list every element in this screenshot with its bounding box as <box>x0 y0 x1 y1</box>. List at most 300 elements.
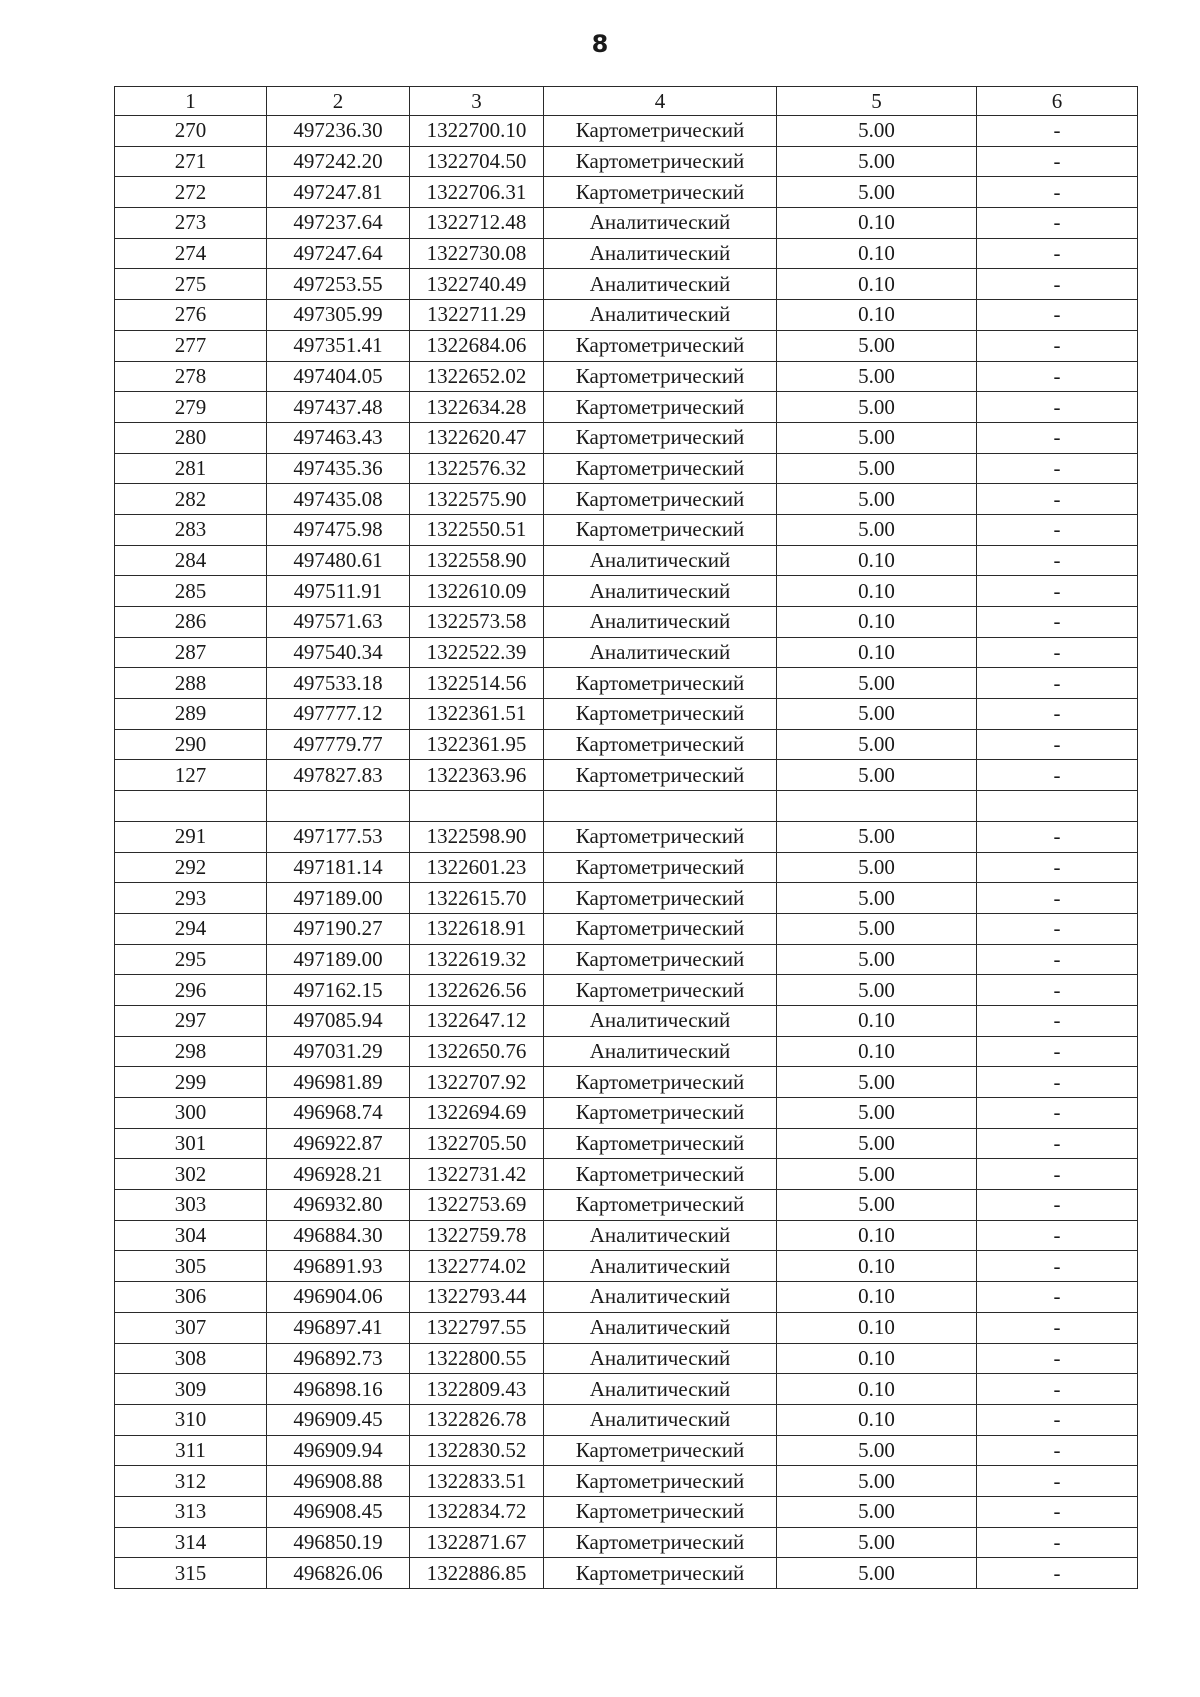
method-cell: Аналитический <box>544 1343 777 1374</box>
x-coordinate-cell: 496898.16 <box>267 1374 410 1405</box>
accuracy-cell: 5.00 <box>777 1098 977 1129</box>
note-cell: - <box>977 1098 1138 1129</box>
table-row <box>115 1404 1138 1435</box>
x-coordinate-cell: 497404.05 <box>267 361 410 392</box>
accuracy-cell: 5.00 <box>777 1496 977 1527</box>
point-number-cell: 283 <box>115 514 267 545</box>
method-cell: Картометрический <box>544 116 777 147</box>
x-coordinate-cell: 497236.30 <box>267 116 410 147</box>
note-cell: - <box>977 637 1138 668</box>
x-coordinate-cell: 496909.94 <box>267 1435 410 1466</box>
accuracy-cell: 5.00 <box>777 453 977 484</box>
accuracy-cell: 5.00 <box>777 361 977 392</box>
note-cell: - <box>977 300 1138 331</box>
note-cell: - <box>977 208 1138 239</box>
x-coordinate-cell: 496922.87 <box>267 1128 410 1159</box>
table-row <box>115 699 1138 730</box>
point-number-cell: 279 <box>115 392 267 423</box>
accuracy-cell: 5.00 <box>777 422 977 453</box>
method-cell: Аналитический <box>544 1005 777 1036</box>
x-coordinate-cell: 497463.43 <box>267 422 410 453</box>
x-coordinate-cell: 497435.36 <box>267 453 410 484</box>
point-number-cell: 282 <box>115 484 267 515</box>
column-header: 6 <box>977 87 1138 116</box>
y-coordinate-cell: 1322706.31 <box>410 177 544 208</box>
method-cell: Аналитический <box>544 1036 777 1067</box>
y-coordinate-cell: 1322759.78 <box>410 1220 544 1251</box>
y-coordinate-cell: 1322834.72 <box>410 1496 544 1527</box>
note-cell: - <box>977 1558 1138 1589</box>
y-coordinate-cell: 1322647.12 <box>410 1005 544 1036</box>
x-coordinate-cell: 496968.74 <box>267 1098 410 1129</box>
table-row <box>115 1190 1138 1221</box>
accuracy-cell: 0.10 <box>777 637 977 668</box>
x-coordinate-cell: 496850.19 <box>267 1527 410 1558</box>
note-cell: - <box>977 699 1138 730</box>
note-cell: - <box>977 1374 1138 1405</box>
table-row <box>115 1343 1138 1374</box>
accuracy-cell: 0.10 <box>777 1251 977 1282</box>
table-row <box>115 392 1138 423</box>
x-coordinate-cell: 496909.45 <box>267 1404 410 1435</box>
column-header: 3 <box>410 87 544 116</box>
x-coordinate-cell: 497162.15 <box>267 975 410 1006</box>
accuracy-cell: 0.10 <box>777 238 977 269</box>
y-coordinate-cell <box>410 791 544 822</box>
table-row <box>115 729 1138 760</box>
accuracy-cell: 5.00 <box>777 177 977 208</box>
point-number-cell: 309 <box>115 1374 267 1405</box>
table-row <box>115 668 1138 699</box>
point-number-cell: 271 <box>115 146 267 177</box>
point-number-cell: 287 <box>115 637 267 668</box>
y-coordinate-cell: 1322740.49 <box>410 269 544 300</box>
accuracy-cell: 5.00 <box>777 484 977 515</box>
y-coordinate-cell: 1322615.70 <box>410 883 544 914</box>
note-cell: - <box>977 975 1138 1006</box>
note-cell: - <box>977 1005 1138 1036</box>
accuracy-cell: 5.00 <box>777 146 977 177</box>
accuracy-cell: 5.00 <box>777 1435 977 1466</box>
y-coordinate-cell: 1322731.42 <box>410 1159 544 1190</box>
note-cell: - <box>977 668 1138 699</box>
accuracy-cell: 0.10 <box>777 576 977 607</box>
table-row <box>115 1067 1138 1098</box>
table-row <box>115 607 1138 638</box>
x-coordinate-cell: 497777.12 <box>267 699 410 730</box>
y-coordinate-cell: 1322550.51 <box>410 514 544 545</box>
x-coordinate-cell <box>267 791 410 822</box>
method-cell: Аналитический <box>544 1404 777 1435</box>
method-cell: Картометрический <box>544 146 777 177</box>
accuracy-cell: 0.10 <box>777 269 977 300</box>
x-coordinate-cell: 497177.53 <box>267 821 410 852</box>
method-cell <box>544 791 777 822</box>
accuracy-cell: 0.10 <box>777 1282 977 1313</box>
method-cell: Аналитический <box>544 208 777 239</box>
method-cell: Картометрический <box>544 883 777 914</box>
point-number-cell: 300 <box>115 1098 267 1129</box>
note-cell: - <box>977 1312 1138 1343</box>
y-coordinate-cell: 1322730.08 <box>410 238 544 269</box>
y-coordinate-cell: 1322712.48 <box>410 208 544 239</box>
point-number-cell: 304 <box>115 1220 267 1251</box>
method-cell: Картометрический <box>544 1435 777 1466</box>
note-cell: - <box>977 883 1138 914</box>
x-coordinate-cell: 497827.83 <box>267 760 410 791</box>
accuracy-cell: 0.10 <box>777 1005 977 1036</box>
point-number-cell: 306 <box>115 1282 267 1313</box>
x-coordinate-cell: 497435.08 <box>267 484 410 515</box>
y-coordinate-cell: 1322575.90 <box>410 484 544 515</box>
x-coordinate-cell: 497189.00 <box>267 944 410 975</box>
point-number-cell: 307 <box>115 1312 267 1343</box>
point-number-cell: 311 <box>115 1435 267 1466</box>
accuracy-cell: 0.10 <box>777 1220 977 1251</box>
note-cell <box>977 791 1138 822</box>
y-coordinate-cell: 1322830.52 <box>410 1435 544 1466</box>
accuracy-cell: 0.10 <box>777 545 977 576</box>
x-coordinate-cell: 496884.30 <box>267 1220 410 1251</box>
point-number-cell: 272 <box>115 177 267 208</box>
x-coordinate-cell: 496932.80 <box>267 1190 410 1221</box>
note-cell: - <box>977 1282 1138 1313</box>
method-cell: Картометрический <box>544 1098 777 1129</box>
x-coordinate-cell: 497085.94 <box>267 1005 410 1036</box>
method-cell: Аналитический <box>544 576 777 607</box>
table-row <box>115 576 1138 607</box>
table-row <box>115 1435 1138 1466</box>
note-cell: - <box>977 1190 1138 1221</box>
point-number-cell: 293 <box>115 883 267 914</box>
table-row <box>115 637 1138 668</box>
method-cell: Аналитический <box>544 269 777 300</box>
table-row <box>115 1466 1138 1497</box>
point-number-cell: 314 <box>115 1527 267 1558</box>
point-number-cell: 278 <box>115 361 267 392</box>
note-cell: - <box>977 330 1138 361</box>
method-cell: Аналитический <box>544 1282 777 1313</box>
accuracy-cell: 5.00 <box>777 913 977 944</box>
table-row <box>115 177 1138 208</box>
table-row <box>115 1036 1138 1067</box>
note-cell: - <box>977 1159 1138 1190</box>
accuracy-cell: 0.10 <box>777 208 977 239</box>
y-coordinate-cell: 1322363.96 <box>410 760 544 791</box>
method-cell: Картометрический <box>544 422 777 453</box>
point-number-cell: 270 <box>115 116 267 147</box>
note-cell: - <box>977 269 1138 300</box>
note-cell: - <box>977 944 1138 975</box>
column-header: 2 <box>267 87 410 116</box>
note-cell: - <box>977 1036 1138 1067</box>
point-number-cell: 276 <box>115 300 267 331</box>
y-coordinate-cell: 1322650.76 <box>410 1036 544 1067</box>
note-cell: - <box>977 422 1138 453</box>
x-coordinate-cell: 497305.99 <box>267 300 410 331</box>
note-cell: - <box>977 177 1138 208</box>
table-row <box>115 821 1138 852</box>
note-cell: - <box>977 821 1138 852</box>
y-coordinate-cell: 1322558.90 <box>410 545 544 576</box>
table-body <box>115 116 1138 1589</box>
x-coordinate-cell: 497181.14 <box>267 852 410 883</box>
table-row <box>115 361 1138 392</box>
y-coordinate-cell: 1322833.51 <box>410 1466 544 1497</box>
method-cell: Картометрический <box>544 1496 777 1527</box>
method-cell: Картометрический <box>544 699 777 730</box>
x-coordinate-cell: 497437.48 <box>267 392 410 423</box>
note-cell: - <box>977 453 1138 484</box>
y-coordinate-cell: 1322626.56 <box>410 975 544 1006</box>
x-coordinate-cell: 496928.21 <box>267 1159 410 1190</box>
accuracy-cell: 0.10 <box>777 1404 977 1435</box>
y-coordinate-cell: 1322793.44 <box>410 1282 544 1313</box>
table-row <box>115 1312 1138 1343</box>
table-row <box>115 146 1138 177</box>
method-cell: Картометрический <box>544 913 777 944</box>
accuracy-cell: 0.10 <box>777 1374 977 1405</box>
method-cell: Аналитический <box>544 1312 777 1343</box>
x-coordinate-cell: 497475.98 <box>267 514 410 545</box>
point-number-cell: 280 <box>115 422 267 453</box>
y-coordinate-cell: 1322522.39 <box>410 637 544 668</box>
note-cell: - <box>977 514 1138 545</box>
x-coordinate-cell: 497511.91 <box>267 576 410 607</box>
method-cell: Картометрический <box>544 1190 777 1221</box>
method-cell: Аналитический <box>544 238 777 269</box>
table-row <box>115 514 1138 545</box>
method-cell: Картометрический <box>544 1466 777 1497</box>
accuracy-cell: 5.00 <box>777 821 977 852</box>
method-cell: Аналитический <box>544 637 777 668</box>
point-number-cell: 298 <box>115 1036 267 1067</box>
note-cell: - <box>977 116 1138 147</box>
x-coordinate-cell: 496826.06 <box>267 1558 410 1589</box>
y-coordinate-cell: 1322601.23 <box>410 852 544 883</box>
point-number-cell: 289 <box>115 699 267 730</box>
x-coordinate-cell: 497242.20 <box>267 146 410 177</box>
table-row <box>115 1220 1138 1251</box>
point-number-cell: 301 <box>115 1128 267 1159</box>
y-coordinate-cell: 1322361.95 <box>410 729 544 760</box>
y-coordinate-cell: 1322800.55 <box>410 1343 544 1374</box>
accuracy-cell: 5.00 <box>777 330 977 361</box>
note-cell: - <box>977 1496 1138 1527</box>
x-coordinate-cell: 497571.63 <box>267 607 410 638</box>
method-cell: Аналитический <box>544 1251 777 1282</box>
accuracy-cell: 5.00 <box>777 668 977 699</box>
y-coordinate-cell: 1322610.09 <box>410 576 544 607</box>
point-number-cell: 305 <box>115 1251 267 1282</box>
x-coordinate-cell: 496904.06 <box>267 1282 410 1313</box>
table-row <box>115 1374 1138 1405</box>
method-cell: Картометрический <box>544 484 777 515</box>
table-row <box>115 1496 1138 1527</box>
method-cell: Аналитический <box>544 1374 777 1405</box>
y-coordinate-cell: 1322826.78 <box>410 1404 544 1435</box>
accuracy-cell: 5.00 <box>777 1527 977 1558</box>
x-coordinate-cell: 496897.41 <box>267 1312 410 1343</box>
y-coordinate-cell: 1322705.50 <box>410 1128 544 1159</box>
x-coordinate-cell: 497253.55 <box>267 269 410 300</box>
table-row <box>115 975 1138 1006</box>
y-coordinate-cell: 1322886.85 <box>410 1558 544 1589</box>
note-cell: - <box>977 1343 1138 1374</box>
point-number-cell: 288 <box>115 668 267 699</box>
x-coordinate-cell: 497237.64 <box>267 208 410 239</box>
x-coordinate-cell: 497351.41 <box>267 330 410 361</box>
y-coordinate-cell: 1322707.92 <box>410 1067 544 1098</box>
method-cell: Картометрический <box>544 1128 777 1159</box>
point-number-cell <box>115 791 267 822</box>
accuracy-cell: 5.00 <box>777 1190 977 1221</box>
table-row <box>115 208 1138 239</box>
note-cell: - <box>977 576 1138 607</box>
point-number-cell: 310 <box>115 1404 267 1435</box>
point-number-cell: 313 <box>115 1496 267 1527</box>
table-row <box>115 1558 1138 1589</box>
table-row <box>115 1251 1138 1282</box>
note-cell: - <box>977 852 1138 883</box>
y-coordinate-cell: 1322361.51 <box>410 699 544 730</box>
note-cell: - <box>977 545 1138 576</box>
point-number-cell: 303 <box>115 1190 267 1221</box>
point-number-cell: 274 <box>115 238 267 269</box>
y-coordinate-cell: 1322618.91 <box>410 913 544 944</box>
method-cell: Картометрический <box>544 852 777 883</box>
table-row <box>115 453 1138 484</box>
y-coordinate-cell: 1322700.10 <box>410 116 544 147</box>
y-coordinate-cell: 1322620.47 <box>410 422 544 453</box>
table-row <box>115 1128 1138 1159</box>
note-cell: - <box>977 146 1138 177</box>
method-cell: Аналитический <box>544 1220 777 1251</box>
x-coordinate-cell: 497247.81 <box>267 177 410 208</box>
accuracy-cell: 0.10 <box>777 1312 977 1343</box>
accuracy-cell: 5.00 <box>777 116 977 147</box>
table-row <box>115 944 1138 975</box>
note-cell: - <box>977 1466 1138 1497</box>
method-cell: Картометрический <box>544 1067 777 1098</box>
point-number-cell: 290 <box>115 729 267 760</box>
point-number-cell: 281 <box>115 453 267 484</box>
accuracy-cell: 5.00 <box>777 852 977 883</box>
method-cell: Картометрический <box>544 1527 777 1558</box>
accuracy-cell: 5.00 <box>777 1128 977 1159</box>
x-coordinate-cell: 497540.34 <box>267 637 410 668</box>
y-coordinate-cell: 1322704.50 <box>410 146 544 177</box>
method-cell: Картометрический <box>544 1159 777 1190</box>
accuracy-cell: 0.10 <box>777 1036 977 1067</box>
method-cell: Картометрический <box>544 361 777 392</box>
note-cell: - <box>977 729 1138 760</box>
column-header: 5 <box>777 87 977 116</box>
accuracy-cell: 5.00 <box>777 975 977 1006</box>
accuracy-cell: 5.00 <box>777 944 977 975</box>
table-row <box>115 330 1138 361</box>
x-coordinate-cell: 496908.45 <box>267 1496 410 1527</box>
y-coordinate-cell: 1322573.58 <box>410 607 544 638</box>
note-cell: - <box>977 1527 1138 1558</box>
method-cell: Картометрический <box>544 821 777 852</box>
table-row <box>115 852 1138 883</box>
y-coordinate-cell: 1322514.56 <box>410 668 544 699</box>
method-cell: Картометрический <box>544 760 777 791</box>
accuracy-cell: 5.00 <box>777 1558 977 1589</box>
method-cell: Картометрический <box>544 453 777 484</box>
table-row <box>115 1098 1138 1129</box>
note-cell: - <box>977 1435 1138 1466</box>
x-coordinate-cell: 497190.27 <box>267 913 410 944</box>
point-number-cell: 294 <box>115 913 267 944</box>
point-number-cell: 285 <box>115 576 267 607</box>
method-cell: Картометрический <box>544 729 777 760</box>
note-cell: - <box>977 1404 1138 1435</box>
y-coordinate-cell: 1322809.43 <box>410 1374 544 1405</box>
note-cell: - <box>977 607 1138 638</box>
x-coordinate-cell: 497189.00 <box>267 883 410 914</box>
accuracy-cell: 5.00 <box>777 699 977 730</box>
note-cell: - <box>977 1067 1138 1098</box>
accuracy-cell: 0.10 <box>777 1343 977 1374</box>
method-cell: Картометрический <box>544 392 777 423</box>
y-coordinate-cell: 1322652.02 <box>410 361 544 392</box>
note-cell: - <box>977 484 1138 515</box>
table-row <box>115 1159 1138 1190</box>
point-number-cell: 302 <box>115 1159 267 1190</box>
accuracy-cell: 5.00 <box>777 729 977 760</box>
note-cell: - <box>977 1251 1138 1282</box>
point-number-cell: 315 <box>115 1558 267 1589</box>
note-cell: - <box>977 361 1138 392</box>
x-coordinate-cell: 497480.61 <box>267 545 410 576</box>
table-row <box>115 913 1138 944</box>
x-coordinate-cell: 496891.93 <box>267 1251 410 1282</box>
y-coordinate-cell: 1322871.67 <box>410 1527 544 1558</box>
method-cell: Картометрический <box>544 1558 777 1589</box>
y-coordinate-cell: 1322711.29 <box>410 300 544 331</box>
y-coordinate-cell: 1322598.90 <box>410 821 544 852</box>
header-row <box>115 87 1138 116</box>
point-number-cell: 275 <box>115 269 267 300</box>
point-number-cell: 297 <box>115 1005 267 1036</box>
point-number-cell: 308 <box>115 1343 267 1374</box>
table-row <box>115 422 1138 453</box>
method-cell: Картометрический <box>544 975 777 1006</box>
accuracy-cell: 5.00 <box>777 514 977 545</box>
table-row <box>115 300 1138 331</box>
method-cell: Картометрический <box>544 944 777 975</box>
accuracy-cell: 5.00 <box>777 1067 977 1098</box>
x-coordinate-cell: 497031.29 <box>267 1036 410 1067</box>
table-row <box>115 238 1138 269</box>
x-coordinate-cell: 497779.77 <box>267 729 410 760</box>
accuracy-cell: 0.10 <box>777 300 977 331</box>
x-coordinate-cell: 496981.89 <box>267 1067 410 1098</box>
table-row <box>115 1005 1138 1036</box>
method-cell: Картометрический <box>544 668 777 699</box>
y-coordinate-cell: 1322576.32 <box>410 453 544 484</box>
note-cell: - <box>977 238 1138 269</box>
point-number-cell: 312 <box>115 1466 267 1497</box>
accuracy-cell: 5.00 <box>777 1159 977 1190</box>
table-row <box>115 791 1138 822</box>
table-row <box>115 1527 1138 1558</box>
table-row <box>115 760 1138 791</box>
method-cell: Картометрический <box>544 514 777 545</box>
method-cell: Аналитический <box>544 607 777 638</box>
